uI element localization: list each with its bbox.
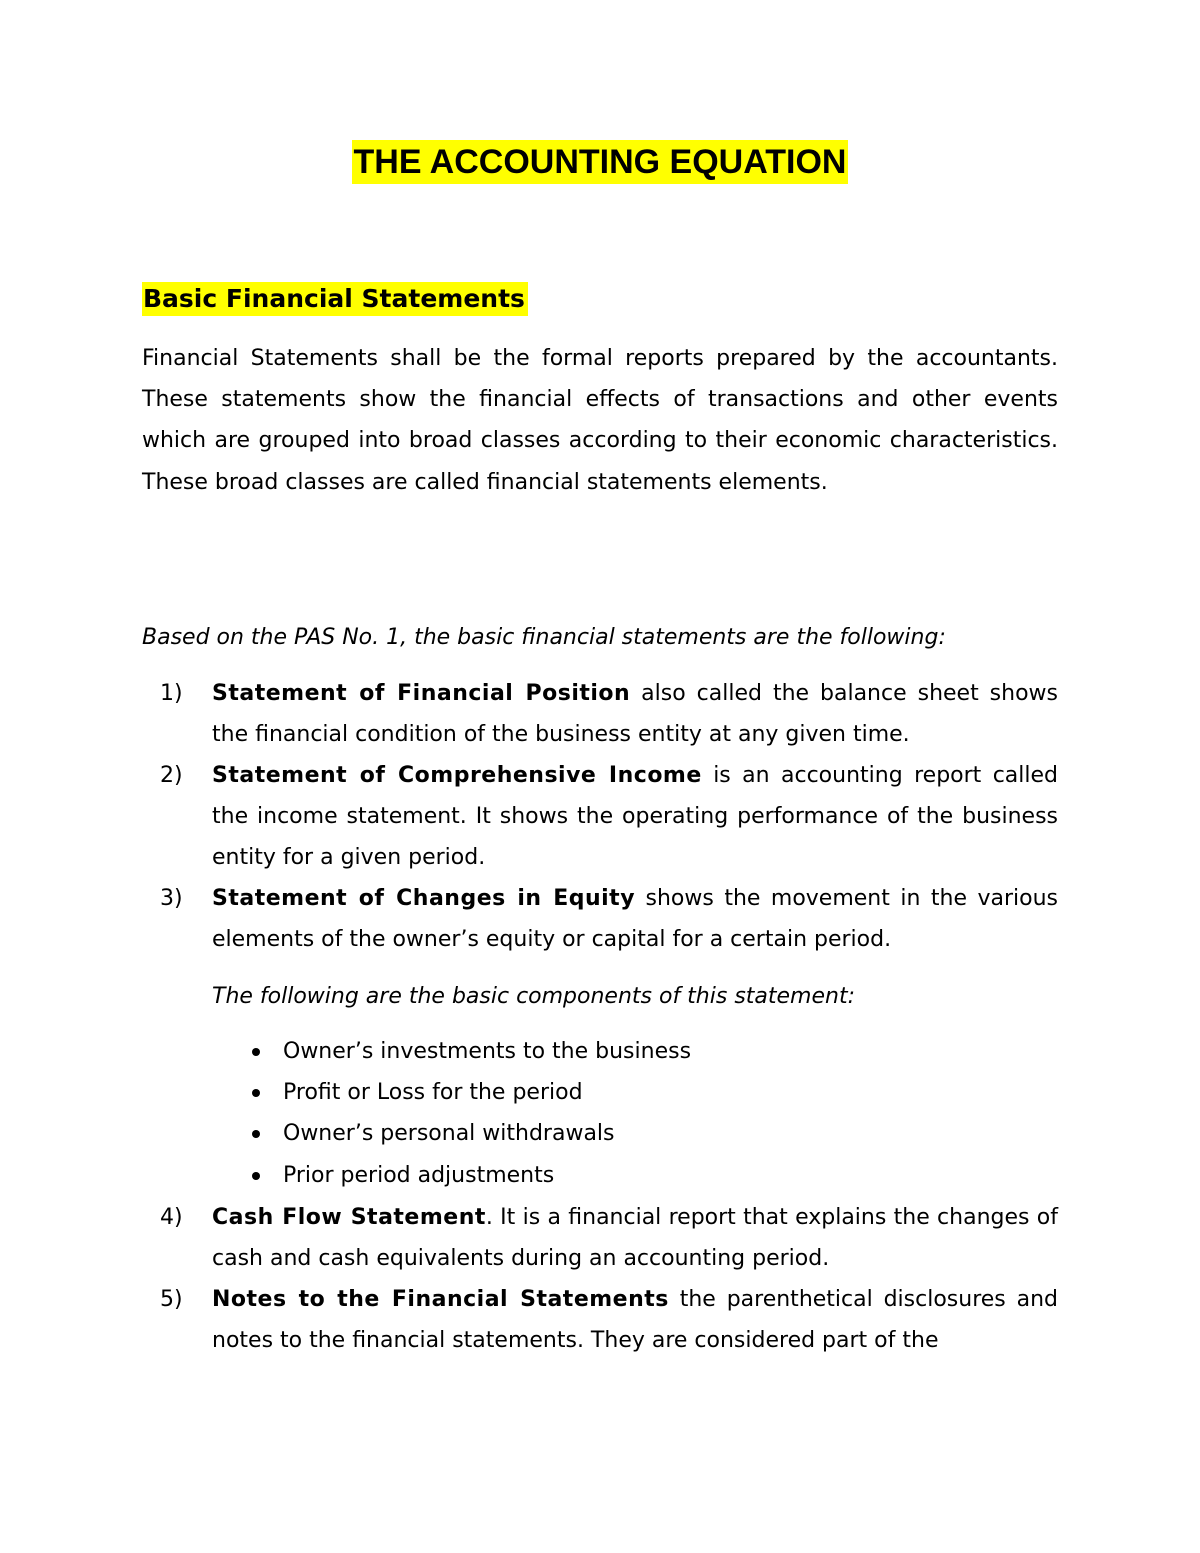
statements-intro: Based on the PAS No. 1, the basic financial statements are the following: <box>142 625 946 650</box>
list-item-term: Cash Flow Statement <box>212 1205 486 1230</box>
list-item-term: Statement of Comprehensive Income <box>212 763 702 788</box>
list-number: 4) <box>160 1205 183 1230</box>
list-item-body <box>212 755 1058 879</box>
list-item-body <box>212 878 1058 960</box>
list-item <box>160 1279 1058 1361</box>
components-list <box>242 1031 691 1196</box>
section-heading: Basic Financial Statements <box>142 282 528 316</box>
bullet-item <box>242 1113 691 1154</box>
list-number: 5) <box>160 1287 183 1312</box>
bullet-text: Owner’s personal withdrawals <box>283 1121 615 1147</box>
bullet-item <box>242 1072 691 1113</box>
bullet-text: Owner’s investments to the business <box>283 1039 692 1064</box>
list-item-body <box>212 673 1058 755</box>
bullet-text: Profit or Loss for the period <box>283 1080 583 1106</box>
components-intro: The following are the basic components of this statement: <box>212 984 855 1009</box>
list-number: 3) <box>160 886 183 911</box>
bullet-icon <box>252 1089 260 1097</box>
list-item-text: is an accounting report called the income statement. It shows the operating performance of the business entity for a given period. <box>212 763 1058 871</box>
list-item <box>160 1197 1058 1279</box>
list-number: 2) <box>160 763 183 788</box>
bullet-icon <box>252 1172 260 1180</box>
list-item-text: the parenthetical disclosures and notes to the financial statements. They are considered part of the <box>212 1287 1058 1354</box>
list-item <box>160 878 1058 960</box>
intro-paragraph: Financial Statements shall be the formal reports prepared by the accountants. These statements show the financial effects of transactions and other events which are grouped into broad classes according to their economic characteristics. These broad classes are called financial statements elements. <box>142 346 1058 495</box>
bullet-text: Prior period adjustments <box>283 1162 555 1188</box>
list-item-text: . It is a financial report that explains the changes of cash and cash equivalents during an accounting period. <box>212 1205 1058 1272</box>
list-item-term: Notes to the Financial Statements <box>212 1287 669 1312</box>
list-item-text: shows the movement in the various elements of the owner’s equity or capital for a certain period. <box>212 886 1058 953</box>
list-item-body <box>212 1197 1058 1279</box>
list-item-term: Statement of Financial Position <box>212 681 631 706</box>
list-item-body <box>212 1279 1058 1361</box>
title-wrapper <box>0 140 1200 184</box>
bullet-item <box>242 1031 691 1072</box>
list-item-text: also called the balance sheet shows the financial condition of the business entity at any given time. <box>212 681 1059 748</box>
list-number: 1) <box>160 681 183 706</box>
list-item-term: Statement of Changes in Equity <box>212 886 636 911</box>
document-title: THE ACCOUNTING EQUATION <box>352 140 849 184</box>
list-item <box>160 755 1058 879</box>
bullet-item <box>242 1155 691 1196</box>
list-item <box>160 673 1058 755</box>
bullet-icon <box>252 1130 260 1138</box>
bullet-icon <box>252 1048 260 1056</box>
